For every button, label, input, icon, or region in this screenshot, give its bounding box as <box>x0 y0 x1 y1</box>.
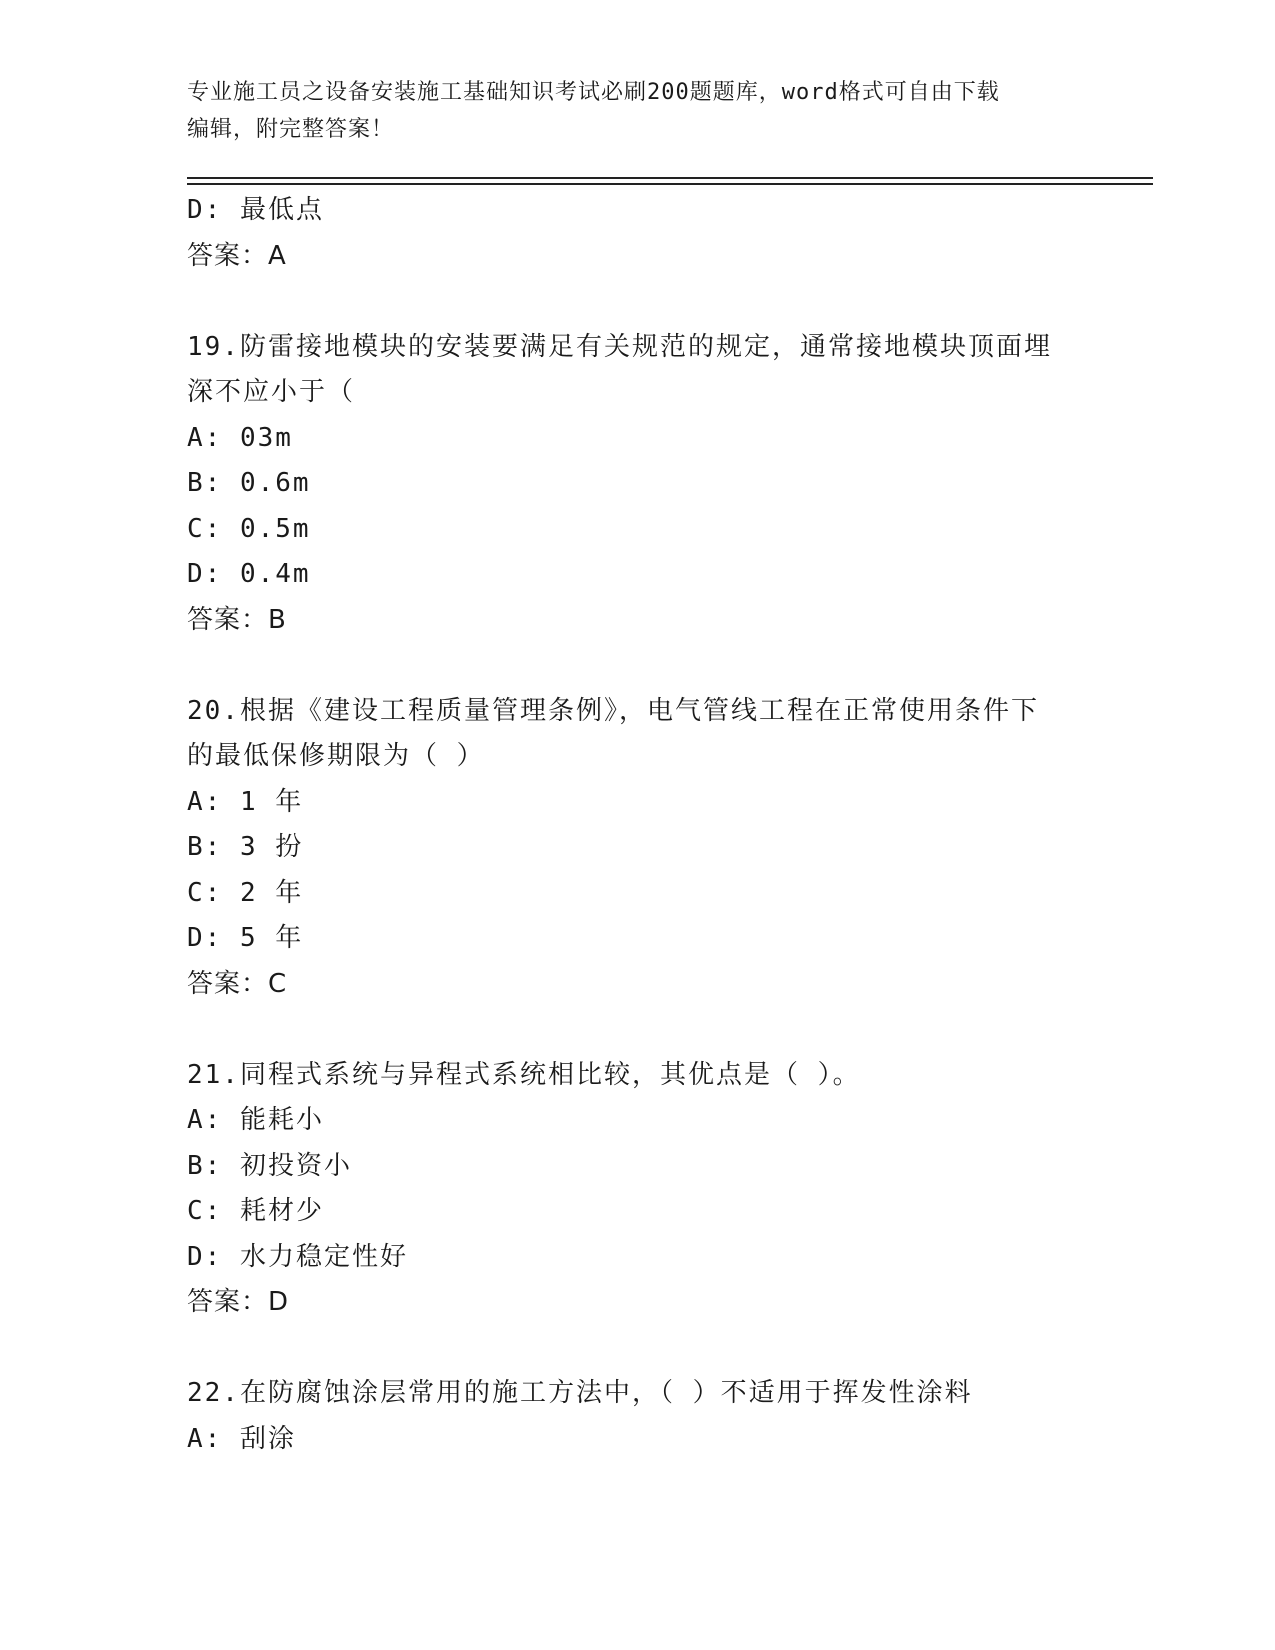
q20-question <box>187 689 1067 780</box>
q21-question <box>187 1053 1067 1099</box>
q20-answer: 答案：C <box>187 968 288 999</box>
q22-option-a: A: 刮涂 <box>187 1423 296 1454</box>
q18-option-d: D: 最低点 <box>187 195 324 225</box>
q19-question-line-1: 19.防雷接地模块的安装要满足有关规范的规定，通常接地模块顶面埋 <box>187 331 1052 362</box>
q20-question-line-2: 的最低保修期限为（ ） <box>187 741 485 771</box>
q21-question-line-1: 21.同程式系统与异程式系统相比较，其优点是（ ）。 <box>187 1059 861 1090</box>
header-title-line-2: 编辑，附完整答案！ <box>187 117 395 142</box>
spacer <box>187 279 1087 325</box>
header-title-line-1: 专业施工员之设备安装施工基础知识考试必刷200题题库，word格式可自由下载 <box>187 80 1000 105</box>
question-list <box>187 188 1087 1462</box>
spacer <box>187 643 1087 689</box>
q20-option-b: B: 3 扮 <box>187 832 304 862</box>
q21-answer: 答案：D <box>187 1287 290 1317</box>
q19-option-b: B: 0.6m <box>187 468 311 498</box>
q20-question-line-1: 20.根据《建设工程质量管理条例》，电气管线工程在正常使用条件下 <box>187 695 1039 726</box>
q19-answer: 答案：B <box>187 604 287 635</box>
q21-option-a: A: 能耗小 <box>187 1105 324 1135</box>
q20-option-a: A: 1 年 <box>187 786 304 817</box>
q19-option-a: A: 03m <box>187 422 293 453</box>
header-divider-bottom <box>187 183 1153 185</box>
header-divider-top <box>187 177 1153 179</box>
q22-question <box>187 1371 1067 1417</box>
spacer <box>187 1007 1087 1053</box>
document-header <box>187 74 1067 148</box>
q19-option-d: D: 0.4m <box>187 559 311 589</box>
q18-answer: 答案：A <box>187 240 287 271</box>
q22-question-line-1: 22.在防腐蚀涂层常用的施工方法中，（ ）不适用于挥发性涂料 <box>187 1378 973 1408</box>
q19-question <box>187 325 1067 416</box>
q20-option-c: C: 2 年 <box>187 877 304 908</box>
q21-option-b: B: 初投资小 <box>187 1150 352 1181</box>
q19-question-line-2: 深不应小于（ <box>187 377 356 407</box>
q19-option-c: C: 0.5m <box>187 513 311 544</box>
q21-option-d: D: 水力稳定性好 <box>187 1241 408 1272</box>
q20-option-d: D: 5 年 <box>187 923 304 953</box>
q21-option-c: C: 耗材少 <box>187 1196 324 1226</box>
spacer <box>187 1326 1087 1372</box>
